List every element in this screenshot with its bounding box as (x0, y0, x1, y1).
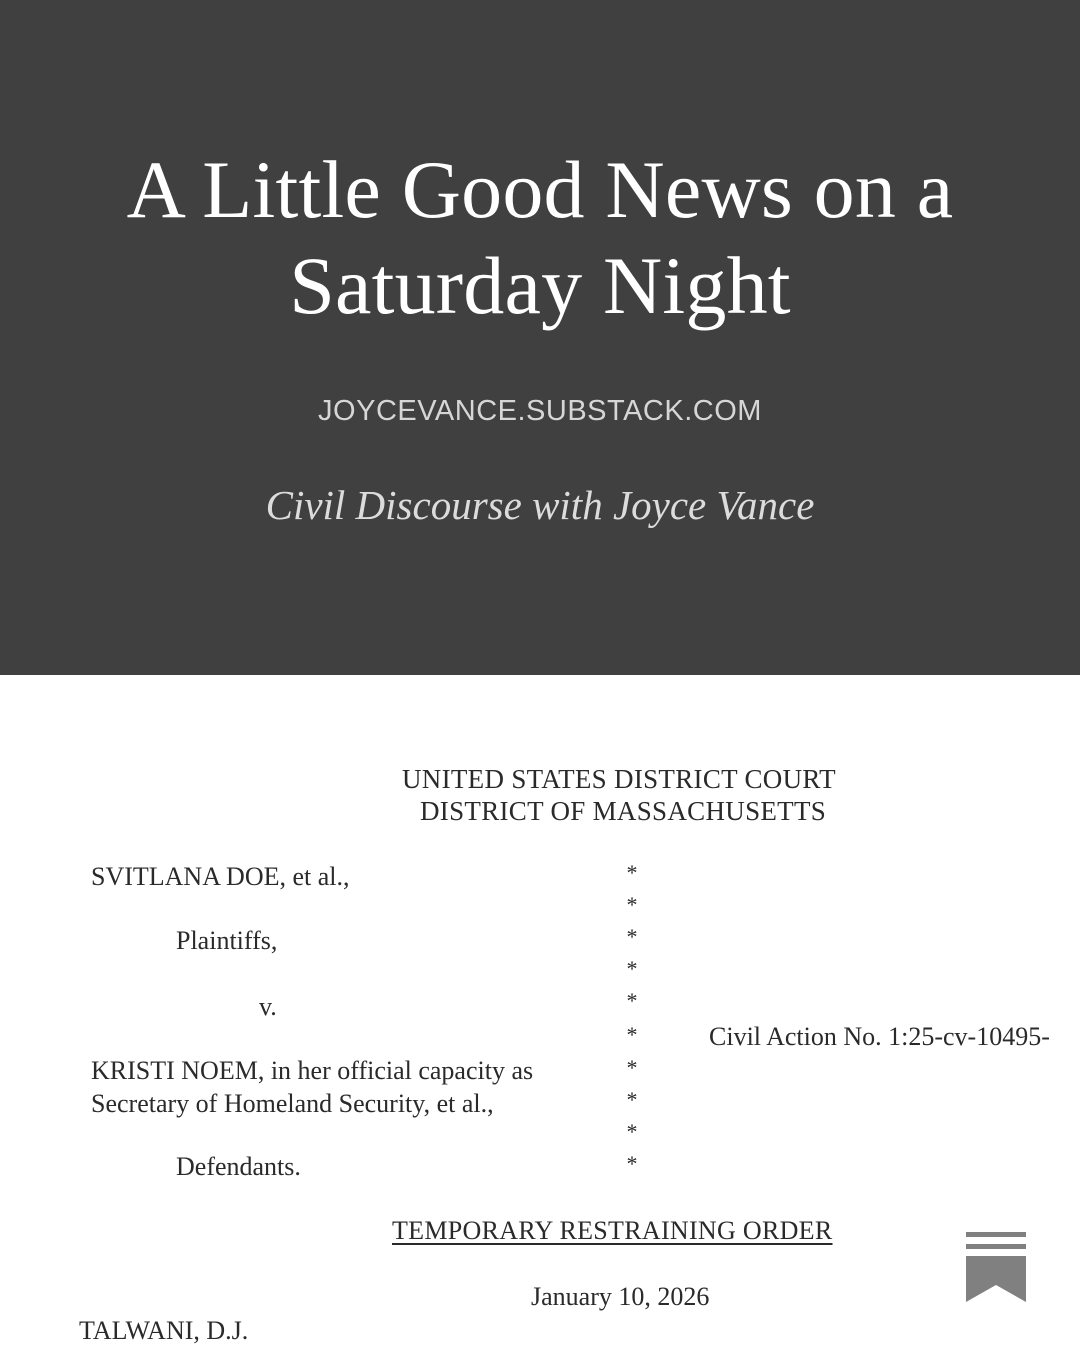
versus-label: v. (259, 992, 277, 1021)
publication-name: Civil Discourse with Joyce Vance (265, 482, 815, 528)
separator-mark: * (626, 860, 638, 885)
separator-mark: * (626, 1055, 638, 1080)
article-title: A Little Good News on a Saturday Night (126, 144, 954, 331)
court-name: UNITED STATES DISTRICT COURT (402, 764, 836, 794)
separator-mark: * (626, 956, 638, 981)
order-title: TEMPORARY RESTRAINING ORDER (392, 1216, 833, 1245)
defendant-line-1: KRISTI NOEM, in her official capacity as (91, 1056, 534, 1085)
court-district: DISTRICT OF MASSACHUSETTS (420, 796, 827, 826)
court-document-image (0, 675, 1080, 1350)
separator-mark: * (626, 1119, 638, 1144)
separator-mark: * (626, 988, 638, 1013)
plaintiff-name: SVITLANA DOE, et al., (91, 862, 350, 891)
separator-mark: * (626, 892, 638, 917)
separator-mark: * (626, 1022, 638, 1047)
order-date: January 10, 2026 (531, 1282, 710, 1311)
separator-mark: * (626, 1151, 638, 1176)
civil-action-number: Civil Action No. 1:25-cv-10495- (709, 1022, 1050, 1051)
site-domain: JOYCEVANCE.SUBSTACK.COM (318, 395, 762, 427)
defendants-label: Defendants. (176, 1152, 301, 1181)
defendant-line-2: Secretary of Homeland Security, et al., (91, 1089, 494, 1118)
judge-name: TALWANI, D.J. (79, 1316, 249, 1345)
substack-bookmark-icon (966, 1232, 1026, 1302)
separator-mark: * (626, 924, 638, 949)
plaintiffs-label: Plaintiffs, (176, 926, 278, 955)
separator-mark: * (626, 1087, 638, 1112)
